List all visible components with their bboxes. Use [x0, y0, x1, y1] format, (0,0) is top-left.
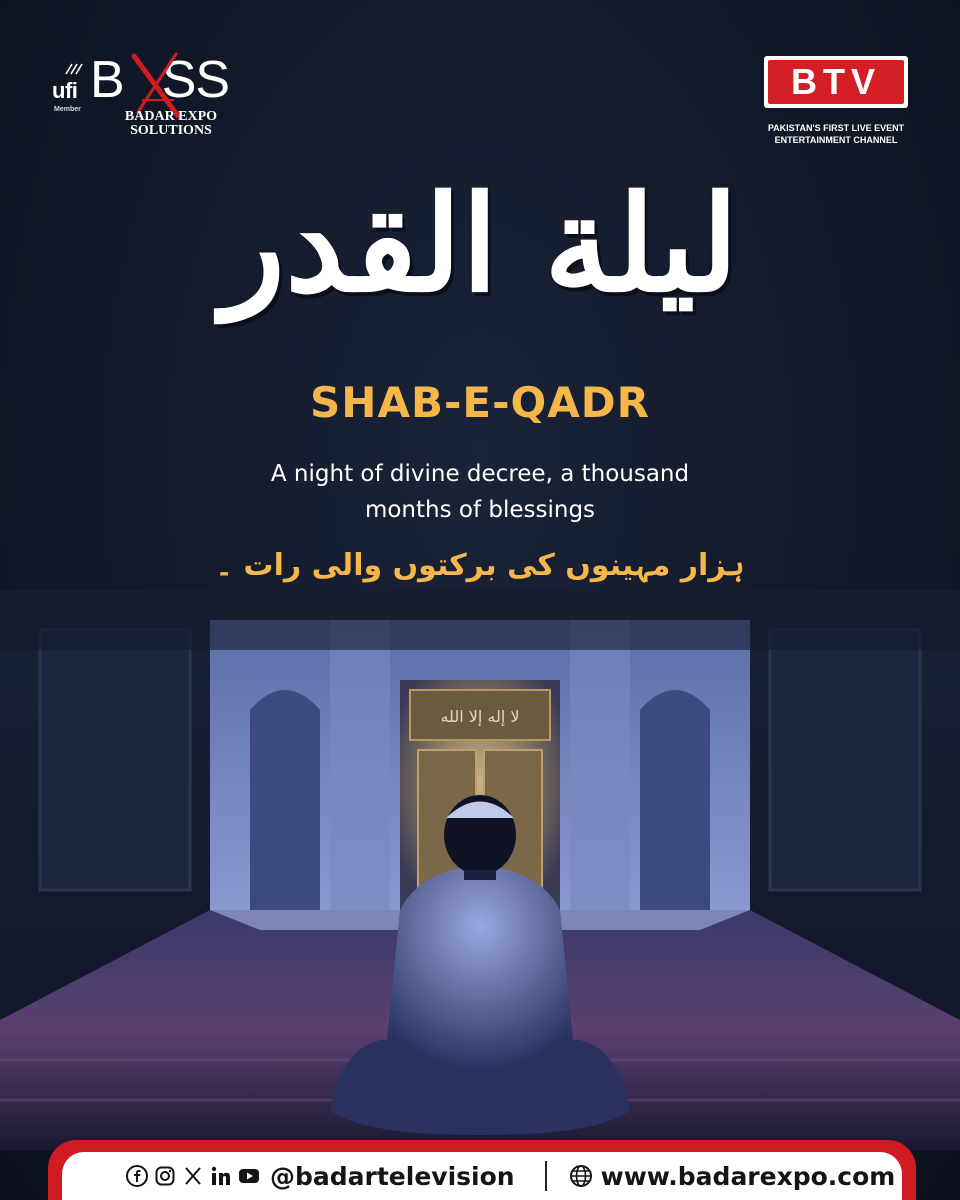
btv-tagline-line2: ENTERTAINMENT CHANNEL	[774, 135, 898, 145]
bass-subtitle-line1: BADAR EXPO	[124, 109, 218, 124]
mosque-prayer-image	[0, 590, 960, 1150]
bass-wordmark: B SS	[90, 51, 230, 109]
globe-icon	[569, 1164, 593, 1188]
social-icons	[126, 1165, 266, 1187]
btv-logo-box	[764, 56, 908, 108]
website-link[interactable]: www.badarexpo.com	[600, 1161, 896, 1191]
bass-subtitle-line2: SOLUTIONS	[130, 123, 212, 138]
btv-tagline-line1: PAKISTAN'S FIRST LIVE EVENT	[767, 123, 905, 133]
tagline-line2: months of blessings	[364, 497, 596, 523]
calligraphy-text: ليلة القدر	[221, 167, 739, 322]
btv-logo	[752, 56, 920, 156]
door-inscription: لا إله إلا الله	[440, 707, 520, 726]
tagline	[230, 456, 730, 528]
tagline-line1: A night of divine decree, a thousand	[270, 461, 690, 487]
ufi-member-badge	[48, 62, 92, 114]
youtube-icon[interactable]	[238, 1165, 260, 1187]
urdu-text: ہزار مہینوں کی برکتوں والی رات ۔	[215, 548, 745, 583]
ufi-member-label: Member	[54, 106, 81, 113]
footer-divider	[545, 1161, 547, 1191]
social-handle[interactable]: @badartelevision	[270, 1161, 515, 1191]
ufi-text: ufi	[52, 78, 78, 103]
x-icon[interactable]	[182, 1165, 204, 1187]
linkedin-icon[interactable]	[210, 1165, 232, 1187]
arabic-calligraphy	[200, 140, 760, 350]
ufi-arc-icon	[64, 62, 86, 76]
page-title: SHAB-E-QADR	[310, 378, 650, 427]
bass-subtitle	[106, 110, 236, 138]
btv-logo-text: BTV	[768, 60, 904, 104]
facebook-icon[interactable]	[126, 1165, 148, 1187]
instagram-icon[interactable]	[154, 1165, 176, 1187]
btv-tagline	[752, 122, 920, 146]
footer-inner	[62, 1152, 902, 1200]
footer-bar	[48, 1140, 916, 1200]
